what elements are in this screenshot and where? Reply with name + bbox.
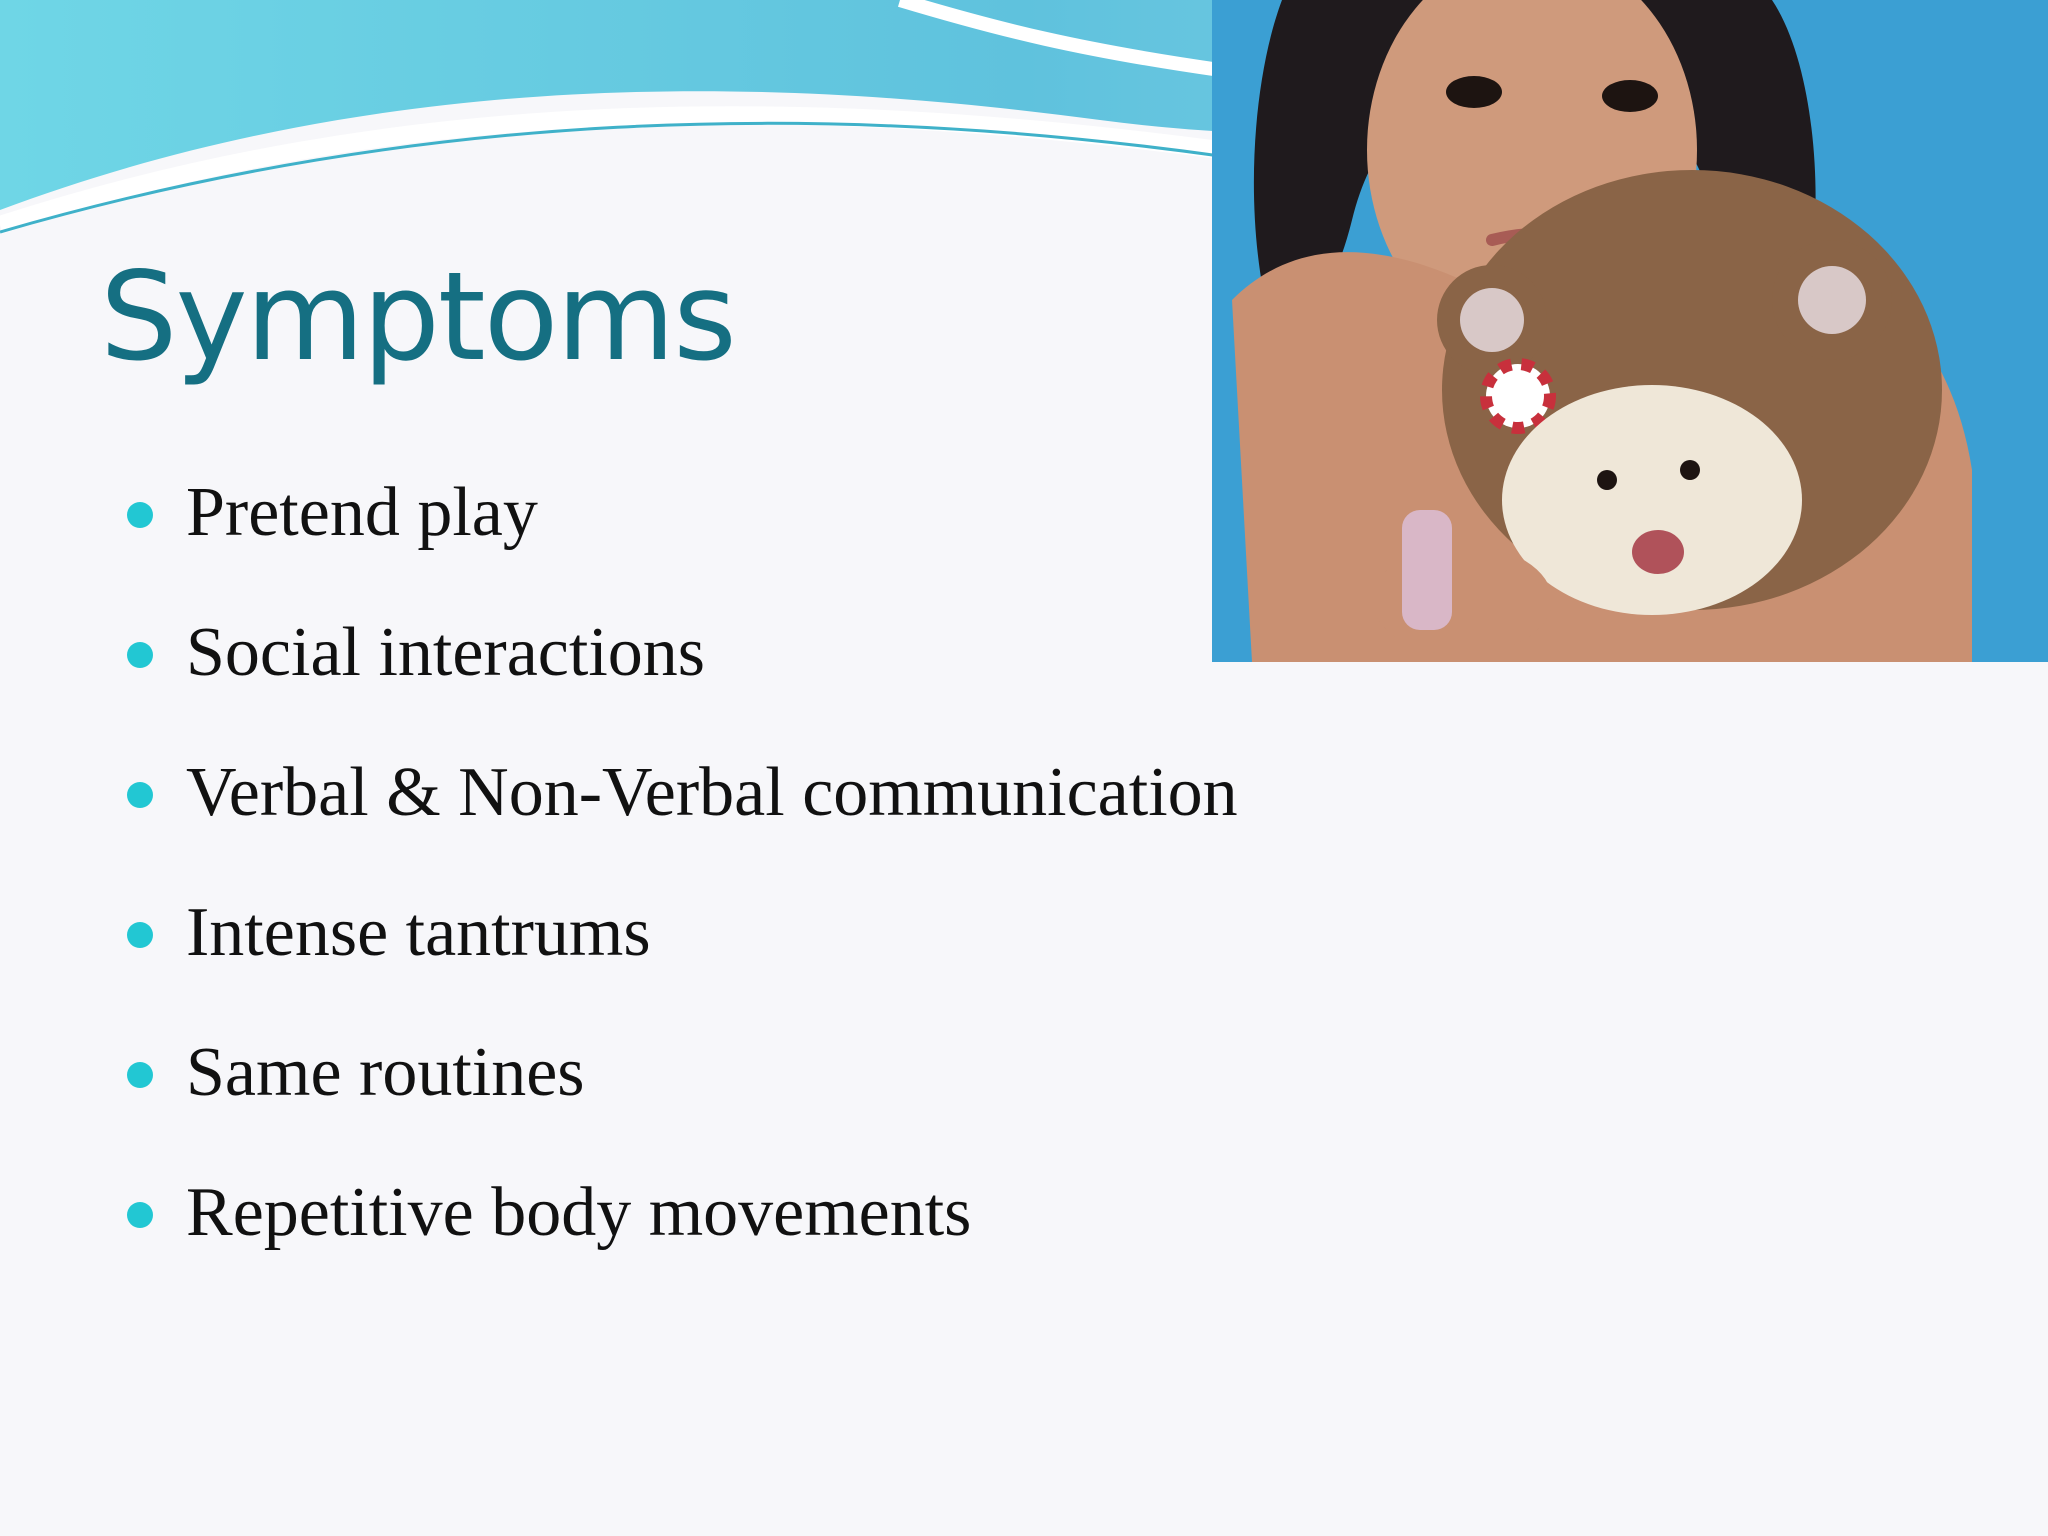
child-with-teddy-bear-photo	[1212, 0, 2048, 662]
list-item	[124, 1025, 1238, 1165]
list-item-text: Repetitive body movements	[186, 1174, 972, 1251]
list-item	[124, 465, 1238, 605]
list-item-text: Verbal & Non-Verbal communication	[186, 754, 1238, 831]
bullet-dot-icon	[127, 502, 153, 528]
list-item-text: Pretend play	[186, 474, 538, 551]
list-item-text: Intense tantrums	[186, 894, 651, 971]
list-item	[124, 745, 1238, 885]
list-item	[124, 605, 1238, 745]
symptom-list	[124, 465, 1238, 1305]
list-item-text: Same routines	[186, 1034, 585, 1111]
slide-title: Symptoms	[100, 246, 735, 388]
list-item	[124, 885, 1238, 1025]
bullet-dot-icon	[127, 782, 153, 808]
bullet-dot-icon	[127, 922, 153, 948]
bullet-dot-icon	[127, 1062, 153, 1088]
list-item	[124, 1165, 1238, 1305]
bullet-dot-icon	[127, 1202, 153, 1228]
bullet-dot-icon	[127, 642, 153, 668]
list-item-text: Social interactions	[186, 614, 706, 691]
